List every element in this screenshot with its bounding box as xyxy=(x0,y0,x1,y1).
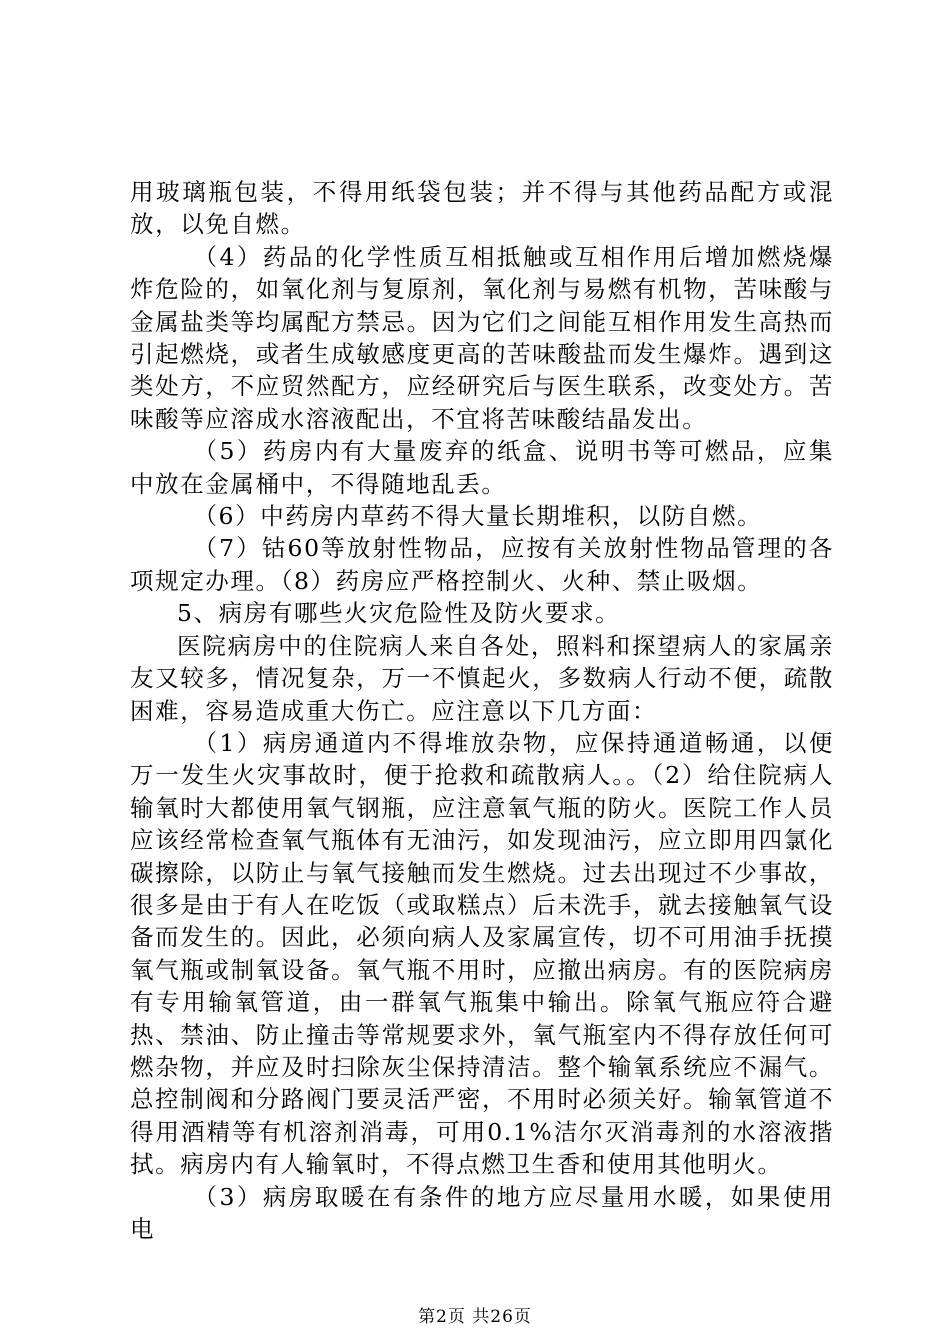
paragraph-item-6: （6）中药房内草药不得大量长期堆积，以防自燃。 xyxy=(193,502,763,531)
paragraph-item-7-8: （7）钴60等放射性物品，应按有关放射性物品管理的各项规定办理。（8）药房应严格控制火、火种、禁止吸烟。 xyxy=(130,534,834,595)
section-heading-5: 5、病房有哪些火灾危险性及防火要求。 xyxy=(177,599,621,628)
page-number-footer: 第2页 共26页 xyxy=(418,1307,532,1327)
paragraph-ward-item-1-2: （1）病房通道内不得堆放杂物，应保持通道畅通，以便万一发生火灾事故时，便于抢救和疏散病人。。（2）给住院病人输氧时大都使用氧气钢瓶，应注意氧气瓶的防火。医院工作人员应该经常检查氧气瓶体有无油污，如发现油污，应立即用四氯化碳擦除，以防止与氧气接触而发生燃烧。过去出现过不少事故，很多是由于有人在吃饭（或取糕点）后未洗手，就去接触氧气设备而发生的。因此，必须向病人及家属宣传，切不可用油手抚摸氧气瓶或制氧设备。氧气瓶不用时，应撤出病房。有的医院病房有专用输氧管道，由一群氧气瓶集中输出。除氧气瓶应符合避热、禁油、防止撞击等常规要求外，氧气瓶室内不得存放任何可燃杂物，并应及时扫除灰尘保持清洁。整个输氧系统应不漏气。总控制阀和分路阀门要灵活严密，不用时必须关好。输氧管道不得用酒精等有机溶剂消毒，可用0.1%洁尔灭消毒剂的水溶液揩拭。病房内有人输氧时，不得点燃卫生香和使用其他明火。 xyxy=(130,728,834,1179)
paragraph-item-4: （4）药品的化学性质互相抵触或互相作用后增加燃烧爆炸危险的，如氧化剂与复原剂，氧化剂与易燃有机物，苦味酸与金属盐类等均属配方禁忌。因为它们之间能互相作用发生高热而引起燃烧，或者生成敏感度更高的苦味酸盐而发生爆炸。遇到这类处方，不应贸然配方，应经研究后与医生联系，改变处方。苦味酸等应溶成水溶液配出，不宜将苦味酸结晶发出。 xyxy=(130,242,834,433)
paragraph-ward-intro: 医院病房中的住院病人来自各处，照料和探望病人的家属亲友又较多，情况复杂，万一不慎起火，多数病人行动不便，疏散困难，容易造成重大伤亡。应注意以下几方面： xyxy=(130,631,834,725)
document-body xyxy=(130,176,834,1245)
paragraph-item-5: （5）药房内有大量废弃的纸盒、说明书等可燃品，应集中放在金属桶中，不得随地乱丢。 xyxy=(130,437,834,498)
paragraph-ward-item-3: （3）病房取暖在有条件的地方应尽量用水暖，如果使用电 xyxy=(130,1182,834,1243)
paragraph-continuation: 用玻璃瓶包装，不得用纸袋包装；并不得与其他药品配方或混放，以免自燃。 xyxy=(130,178,834,239)
